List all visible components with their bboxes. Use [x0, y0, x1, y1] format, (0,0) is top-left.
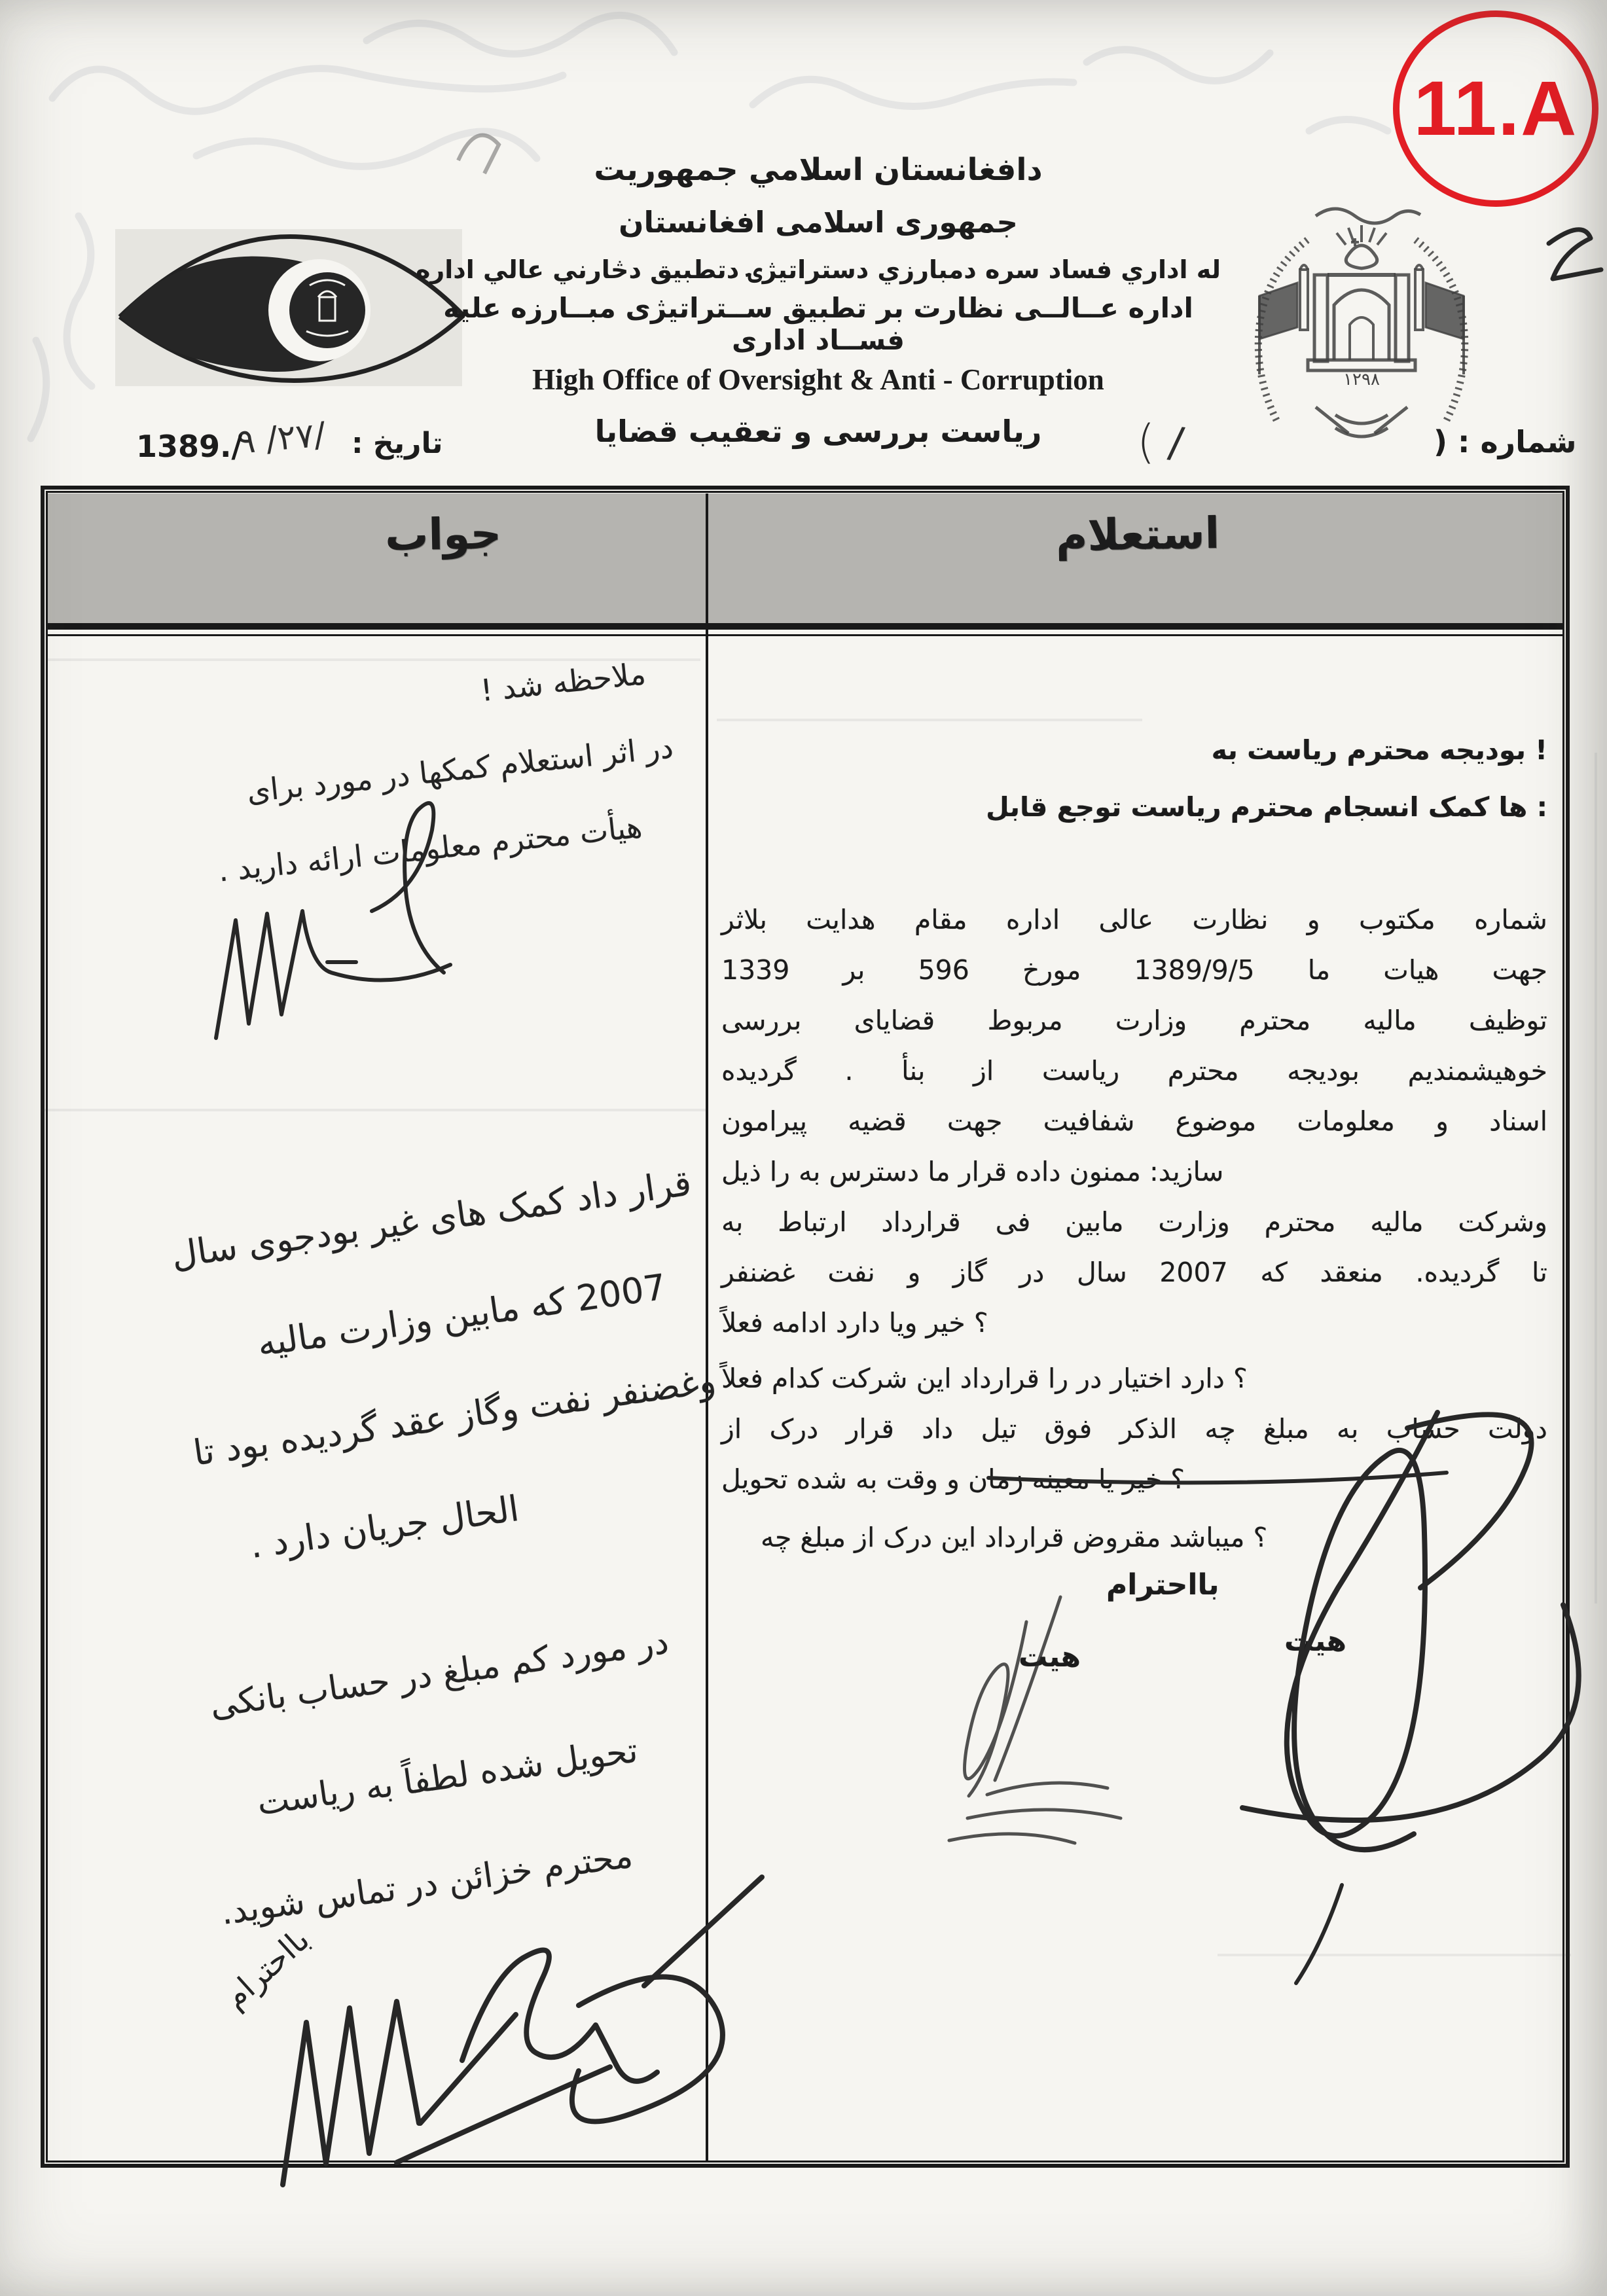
- text-line: در مورد کم مبلغ در حساب بانکی: [208, 1622, 672, 1726]
- letterhead-directorate: ریاست بررسی و تعقیب قضایا: [594, 414, 1042, 449]
- column-header-answer: جواب: [384, 508, 502, 561]
- text-line: به ریاست محترم بودیجه !: [1211, 734, 1547, 766]
- date-handwritten-day-month: /۲۷/ ۹: [235, 415, 327, 462]
- text-line: بررسی قضایای مربوط وزارت محترم مالیه توظیف: [721, 1005, 1547, 1036]
- letterhead-pashto-country: دافغانستان اسلامي جمهوريت: [594, 152, 1043, 188]
- text-line: فعلاً کدام شرکت این قرارداد را در اختیار دارد ؟: [721, 1363, 1248, 1394]
- number-handwritten-slash: /: [1165, 418, 1187, 469]
- text-line: هیأت محترم معلومات ارائه دارید .: [216, 808, 644, 889]
- stamp-label: 11.A: [1413, 65, 1578, 152]
- text-line: بلاثر هدایت مقام اداره عالی نظارت و مکتوب شماره: [721, 904, 1547, 935]
- answer-respect-word: بااحترام: [217, 1921, 317, 2017]
- text-line: ذیل را به دسترس ما قرار داده ممنون سازید:: [721, 1156, 1224, 1187]
- date-printed-year: 1389./: [136, 429, 243, 464]
- paper-crease: [1218, 1954, 1571, 1956]
- letterhead-english-office: High Office of Oversight & Anti - Corruption: [532, 363, 1104, 396]
- inquiry-heyat-left: هیت: [1019, 1640, 1081, 1674]
- number-label: شماره : (: [1434, 424, 1577, 459]
- text-line: گردیده . بنأ از ریاست محترم بودیجه خوهیشمندیم: [721, 1055, 1547, 1086]
- letterhead: [396, 152, 1240, 449]
- text-line: تحویل شده به وقت و زمان معینه یا خیر ؟: [721, 1463, 1185, 1495]
- letterhead-dari-office: اداره عــالــی نظارت بر تطبیق ســتراتیژی مبــارزه علیه فســاد اداری: [443, 292, 1193, 356]
- red-circle-stamp: [1393, 10, 1598, 207]
- paper-crease: [46, 658, 700, 661]
- column-header-inquiry: استعلام: [1055, 507, 1220, 562]
- text-line: فعلاً ادامه دارد ویا خیر ؟: [721, 1307, 988, 1338]
- number-open-paren: (: [1137, 415, 1155, 469]
- text-line: 2007 که مابین وزارت مالیه: [255, 1266, 669, 1365]
- letterhead-dari-country: جمهوری اسلامی افغانستان: [619, 205, 1018, 240]
- text-line: غضنفر نفت و گاز در سال 2007 که منعقد گردیده. تا: [721, 1257, 1547, 1288]
- inquiry-text-block: [721, 725, 1547, 1563]
- text-line: از درک قرار داد تیل فوق الذکر چه مبلغ به حساب دولت: [721, 1413, 1547, 1444]
- text-line: قابل توجع ریاست محترم انسجام کمک ها :: [986, 791, 1547, 823]
- inquiry-heyat-right: هیت: [1284, 1624, 1347, 1658]
- text-line: تحویل شده لطفاً به ریاست: [255, 1731, 640, 1823]
- paper-fold-line: [1595, 753, 1597, 1604]
- paper-crease: [717, 719, 1142, 721]
- inquiry-respect-word: بااحترام: [1106, 1568, 1219, 1602]
- text-line: الحال جریان دارد .: [247, 1488, 522, 1567]
- text-line: پیرامون قضیه جهت شفافیت موضوع معلومات و اسناد: [721, 1105, 1547, 1137]
- text-line: به ارتباط قرارداد فی مابین وزارت محترم مالیه وشرکت: [721, 1206, 1547, 1238]
- date-label: تاریخ :: [352, 427, 443, 460]
- paper-crease: [41, 1109, 708, 1111]
- text-line: قرار داد کمک های غیر بودجوی سال: [168, 1162, 694, 1276]
- text-line: وغضنفر نفت وگاز عقد گردیده بود تا: [190, 1359, 719, 1474]
- text-line: چه مبلغ از درک این قرارداد مقروض میباشد ؟: [761, 1522, 1268, 1553]
- text-line: ملاحظه شد !: [478, 655, 648, 709]
- text-line: محترم خزائن در تماس شوید.: [218, 1836, 636, 1933]
- text-line: در اثر استعلام کمکها در مورد برای: [245, 729, 676, 810]
- text-line: 1339 بر 596 مورخ 1389/9/5 ما هیات جهت: [721, 954, 1547, 986]
- letterhead-pashto-office: له اداري فساد سره دمبارزي دستراتيژۍ دتطبيق دڅارني عالي اداره: [415, 255, 1221, 284]
- emblem-year: ١٢٩٨: [1343, 370, 1380, 389]
